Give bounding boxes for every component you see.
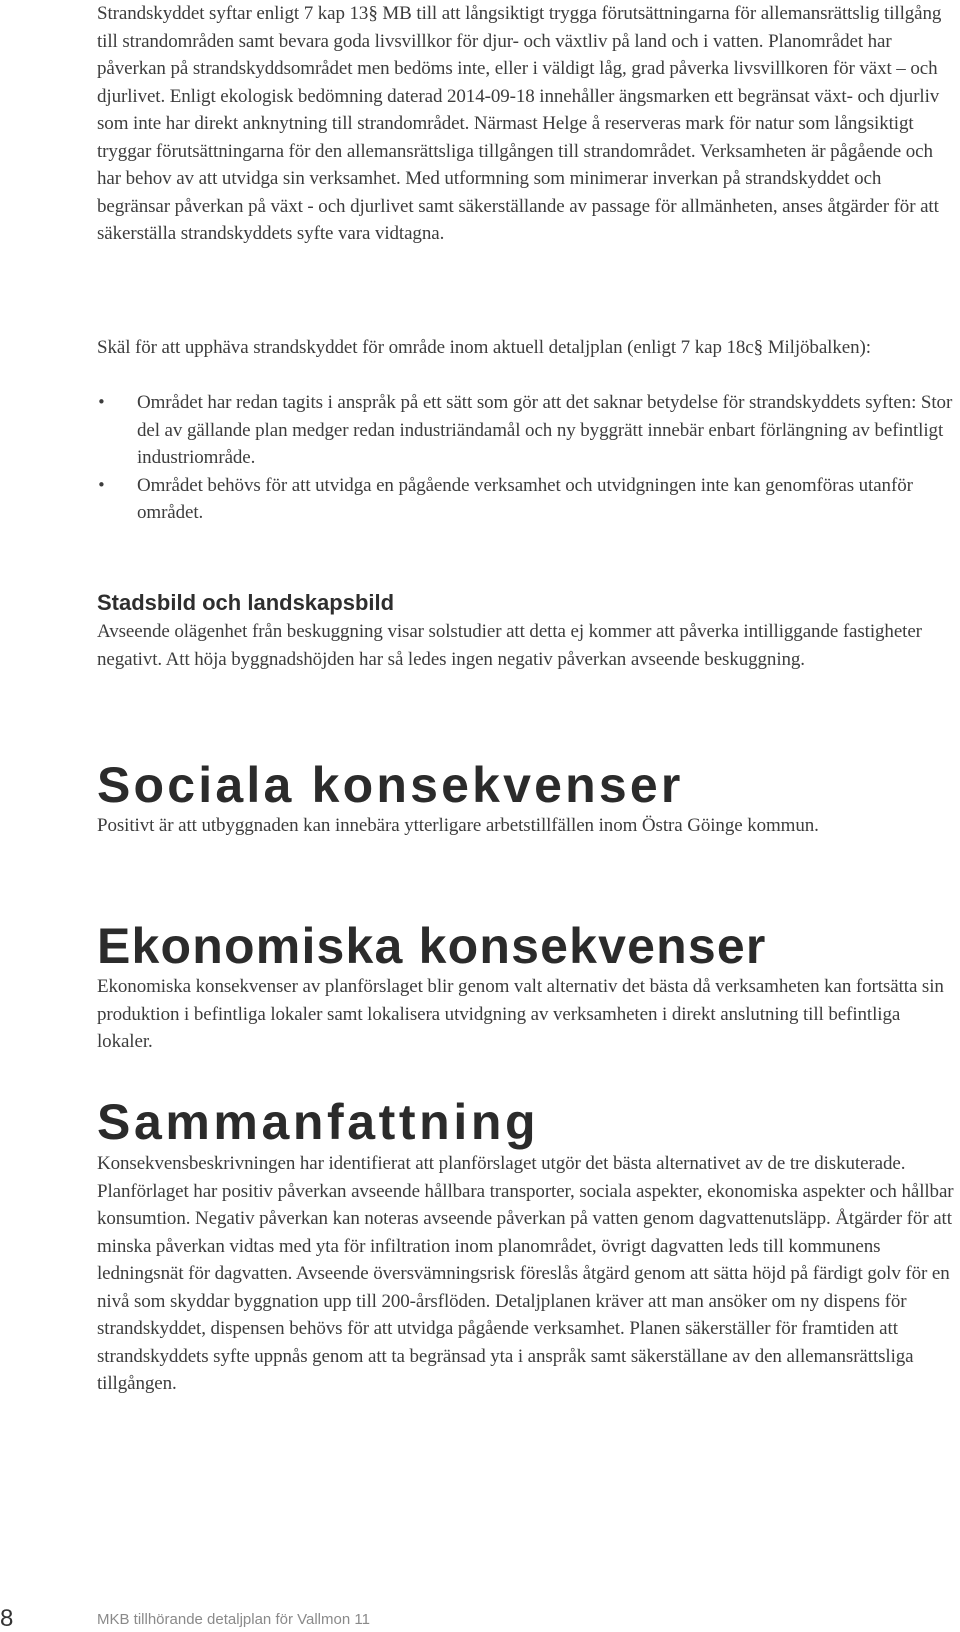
stadsbild-heading: Stadsbild och landskapsbild	[97, 590, 395, 615]
skal-intro-paragraph: Skäl för att upphäva strandskyddet för område inom aktuell detaljplan (enligt 7 kap 18c§ Miljöbalken):	[97, 337, 871, 358]
stadsbild-paragraph: Avseende olägenhet från beskuggning visar solstudier att detta ej kommer att påverka intilliggande fastigheter negativt. Att höja byggnadshöjden har så ledes ingen negativ påverkan avseende beskuggning.	[97, 621, 922, 670]
ekonomiska-heading: Ekonomiska konsekvenser	[97, 918, 767, 974]
skal-bullet-list	[97, 389, 955, 527]
page-number: 8	[0, 1605, 14, 1632]
list-item-text: Området har redan tagits i anspråk på ett sätt som gör att det saknar betydelse för strandskyddets syften: Stor del av gällande plan medger redan industriändamål och ny byggrätt innebär enbart förlängning av befintligt industriområde.	[137, 392, 953, 468]
sociala-paragraph: Positivt är att utbyggnaden kan innebära ytterligare arbetstillfällen inom Östra Göinge kommun.	[97, 815, 819, 836]
footer-document-title: MKB tillhörande detaljplan för Vallmon 11	[97, 1611, 370, 1628]
list-item-text: Området behövs för att utvidga en pågående verksamhet och utvidgningen inte kan genomföras utanför området.	[137, 474, 913, 523]
bullet-icon: •	[97, 475, 106, 494]
bullet-icon: •	[97, 393, 106, 411]
strandskydd-paragraph: Strandskyddet syftar enligt 7 kap 13§ MB till att långsiktigt trygga förutsättningarna för allemansrättslig tillgång till strandområden samt bevara goda livsvillkor för djur- och växtliv på land och i vatten. Planområdet har påverkan på strandskyddsområdet men bedöms inte, eller i väldigt låg, grad påverka livsvillkoren för växt – och djurlivet. Enligt ekologisk bedömning daterad 2014-09-18 innehåller ängsmarken ett begränsat växt- och djurliv som inte har direkt anknytning till strandområdet. Närmast Helge å reserveras mark för natur som långsiktigt tryggar förutsättningarna för den allemansrättsliga tillgången till strandområdet. Verksamheten är pågående och har behov av att utvidga sin verksamhet. Med utformning som minimerar inverkan på strandskyddet och begränsar påverkan på växt - och djurlivet samt säkerställande av passage för allmänheten, anses åtgärder för att säkerställa strandskyddets syfte vara vidtagna.	[97, 3, 942, 244]
list-item	[97, 389, 955, 472]
sociala-heading: Sociala konsekvenser	[97, 757, 684, 813]
ekonomiska-paragraph: Ekonomiska konsekvenser av planförslaget blir genom valt alternativ det bästa då verksamheten kan fortsätta sin produktion i befintliga lokaler samt lokalisera utvidgning av verksamheten i direkt anslutning till befintliga lokaler.	[97, 976, 944, 1052]
list-item	[97, 472, 955, 527]
sammanfattning-paragraph: Konsekvensbeskrivningen har identifierat att planförslaget utgör det bästa alternativet av de tre diskuterade. Planförlaget har positiv påverkan avseende hållbara transporter, sociala aspekter, ekonomiska aspekter och hållbar konsumtion. Negativ påverkan kan noteras avseende påverkan på vatten genom dagvattenutsläpp. Åtgärder för att minska påverkan vidtas med yta för infiltration inom planområdet, övrigt dagvatten leds till kommunens ledningsnät för dagvatten. Avseende översvämningsrisk föreslås åtgärd genom att sätta höjd på färdigt golv för en nivå som skyddar byggnation upp till 200-årsflöden. Detaljplanen kräver att man ansöker om ny dispens för strandskyddet, dispensen behövs för att utvidga pågående verksamhet. Planen säkerställer för framtiden att strandskyddets syfte uppnås genom att ta begränsad yta i anspråk samt säkerställane av den allemansrättsliga tillgången.	[97, 1153, 954, 1394]
sammanfattning-heading: Sammanfattning	[97, 1094, 540, 1150]
